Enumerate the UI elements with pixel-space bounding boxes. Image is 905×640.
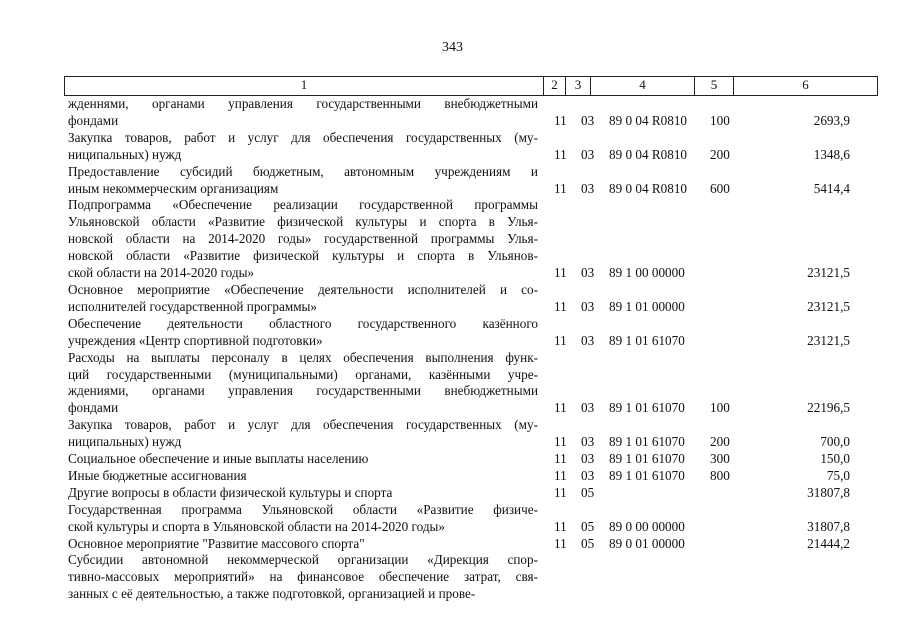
section-code: 11	[554, 180, 567, 196]
subsection-code: 03	[581, 467, 595, 483]
subsection-code: 03	[581, 298, 595, 314]
table-row	[64, 316, 872, 350]
row-description	[64, 552, 538, 603]
description-line: Ульяновской области «Развитие физической культуры и спорта в Улья-	[68, 214, 538, 230]
page-number: 343	[442, 40, 463, 55]
expense-type-code: 100	[710, 112, 730, 128]
header-col-4: 4	[591, 77, 695, 95]
target-article-code: 89 1 01 61070	[609, 434, 685, 450]
row-description	[64, 282, 538, 316]
table-row	[64, 96, 872, 130]
description-line: Закупка товаров, работ и услуг для обеспечения государственных (му-	[68, 129, 538, 145]
description-line: ской области на 2014-2020 годы»	[68, 265, 255, 281]
target-article-code: 89 0 04 R0810	[609, 112, 688, 128]
table-row	[64, 502, 872, 536]
description-line: ниципальных) нужд	[68, 434, 182, 450]
subsection-code: 03	[581, 434, 595, 450]
description-line: Предоставление субсидий бюджетным, автономным учреждениям и	[68, 163, 538, 179]
description-line: ций государственными (муниципальными) органами, казёнными учре-	[68, 366, 538, 382]
description-line: иным некоммерческим организациям	[68, 180, 279, 196]
target-article-code: 89 1 00 00000	[609, 265, 685, 281]
row-description	[64, 536, 538, 553]
section-code: 11	[554, 518, 567, 534]
target-article-code: 89 0 00 00000	[609, 518, 685, 534]
expense-type-code: 800	[710, 467, 730, 483]
table-header	[64, 76, 878, 96]
row-description	[64, 164, 538, 198]
amount: 23121,5	[807, 332, 850, 348]
section-code: 11	[554, 535, 567, 551]
amount: 23121,5	[807, 265, 850, 281]
target-article-code: 89 0 04 R0810	[609, 146, 688, 162]
row-description	[64, 197, 538, 282]
description-line: Другие вопросы в области физической культуры и спорта	[68, 484, 393, 500]
row-description	[64, 502, 538, 536]
subsection-code: 03	[581, 451, 595, 467]
section-code: 11	[554, 265, 567, 281]
description-line: Субсидии автономной некоммерческой организации «Дирекция спор-	[68, 552, 538, 568]
description-line: фондами	[68, 112, 119, 128]
description-line: занных с её деятельностью, а также подготовкой, организацией и прове-	[68, 586, 476, 602]
section-code: 11	[554, 451, 567, 467]
table-row	[64, 468, 872, 485]
table-row	[64, 417, 872, 451]
header-col-1: 1	[65, 77, 544, 95]
description-line: новской области на 2014-2020 годы» государственной программы Улья-	[68, 231, 538, 247]
section-code: 11	[554, 332, 567, 348]
amount: 700,0	[820, 434, 850, 450]
target-article-code: 89 1 01 00000	[609, 298, 685, 314]
target-article-code: 89 1 01 61070	[609, 451, 685, 467]
description-line: Обеспечение деятельности областного государственного казённого	[68, 315, 538, 331]
target-article-code: 89 0 01 00000	[609, 535, 685, 551]
header-col-3: 3	[566, 77, 591, 95]
subsection-code: 03	[581, 265, 595, 281]
description-line: ниципальных) нужд	[68, 146, 182, 162]
subsection-code: 03	[581, 332, 595, 348]
description-line: Государственная программа Ульяновской области «Развитие физиче-	[68, 501, 538, 517]
description-line: новской области «Развитие физической культуры и спорта в Ульянов-	[68, 248, 538, 264]
description-line: Основное мероприятие "Развитие массового спорта"	[68, 535, 365, 551]
header-col-2: 2	[544, 77, 566, 95]
table-row	[64, 451, 872, 468]
table-row	[64, 130, 872, 164]
row-description	[64, 451, 538, 468]
section-code: 11	[554, 112, 567, 128]
amount: 5414,4	[813, 180, 850, 196]
subsection-code: 03	[581, 180, 595, 196]
section-code: 11	[554, 484, 567, 500]
row-description	[64, 417, 538, 451]
expense-type-code: 100	[710, 400, 730, 416]
subsection-code: 05	[581, 535, 595, 551]
subsection-code: 03	[581, 146, 595, 162]
amount: 75,0	[826, 467, 850, 483]
subsection-code: 05	[581, 484, 595, 500]
header-col-6: 6	[802, 77, 809, 92]
description-line: Расходы на выплаты персоналу в целях обеспечения выполнения функ-	[68, 349, 538, 365]
table-row	[64, 350, 872, 418]
description-line: ждениями, органами управления государственными внебюджетными	[68, 383, 538, 399]
amount: 31807,8	[807, 484, 850, 500]
expense-type-code: 200	[710, 434, 730, 450]
expense-type-code: 300	[710, 451, 730, 467]
row-description	[64, 130, 538, 164]
target-article-code: 89 1 01 61070	[609, 332, 685, 348]
row-description	[64, 350, 538, 418]
description-line: исполнителей государственной программы»	[68, 298, 318, 314]
description-line: Подпрограмма «Обеспечение реализации государственной программы	[68, 197, 538, 213]
section-code: 11	[554, 298, 567, 314]
table-row	[64, 552, 872, 603]
subsection-code: 03	[581, 400, 595, 416]
description-line: жденнями, органами управления государственными внебюджетными	[68, 96, 538, 111]
amount: 21444,2	[807, 535, 850, 551]
description-line: Основное мероприятие «Обеспечение деятельности исполнителей и со-	[68, 281, 538, 297]
section-code: 11	[554, 434, 567, 450]
row-description	[64, 96, 538, 130]
description-line: Закупка товаров, работ и услуг для обеспечения государственных (му-	[68, 417, 538, 433]
amount: 23121,5	[807, 298, 850, 314]
description-line: фондами	[68, 400, 119, 416]
section-code: 11	[554, 146, 567, 162]
row-description	[64, 316, 538, 350]
row-description	[64, 468, 538, 485]
expense-type-code: 600	[710, 180, 730, 196]
table-row	[64, 197, 872, 282]
description-line: учреждения «Центр спортивной подготовки»	[68, 332, 323, 348]
section-code: 11	[554, 467, 567, 483]
table-row	[64, 485, 872, 502]
amount: 2693,9	[813, 112, 850, 128]
table-row	[64, 536, 872, 553]
expense-type-code: 200	[710, 146, 730, 162]
description-line: Иные бюджетные ассигнования	[68, 467, 247, 483]
row-description	[64, 485, 538, 502]
target-article-code: 89 1 01 61070	[609, 467, 685, 483]
amount: 31807,8	[807, 518, 850, 534]
amount: 1348,6	[813, 146, 850, 162]
subsection-code: 05	[581, 518, 595, 534]
description-line: тивно-массовых мероприятий» на финансовое обеспечение затрат, свя-	[68, 569, 538, 585]
header-col-5: 5	[695, 77, 734, 95]
target-article-code: 89 0 04 R0810	[609, 180, 688, 196]
table-body	[64, 96, 872, 603]
target-article-code: 89 1 01 61070	[609, 400, 685, 416]
amount: 150,0	[820, 451, 850, 467]
amount: 22196,5	[807, 400, 850, 416]
description-line: ской культуры и спорта в Ульяновской области на 2014-2020 годы»	[68, 518, 446, 534]
section-code: 11	[554, 400, 567, 416]
subsection-code: 03	[581, 112, 595, 128]
table-row	[64, 164, 872, 198]
table-row	[64, 282, 872, 316]
description-line: Социальное обеспечение и иные выплаты населению	[68, 451, 369, 467]
